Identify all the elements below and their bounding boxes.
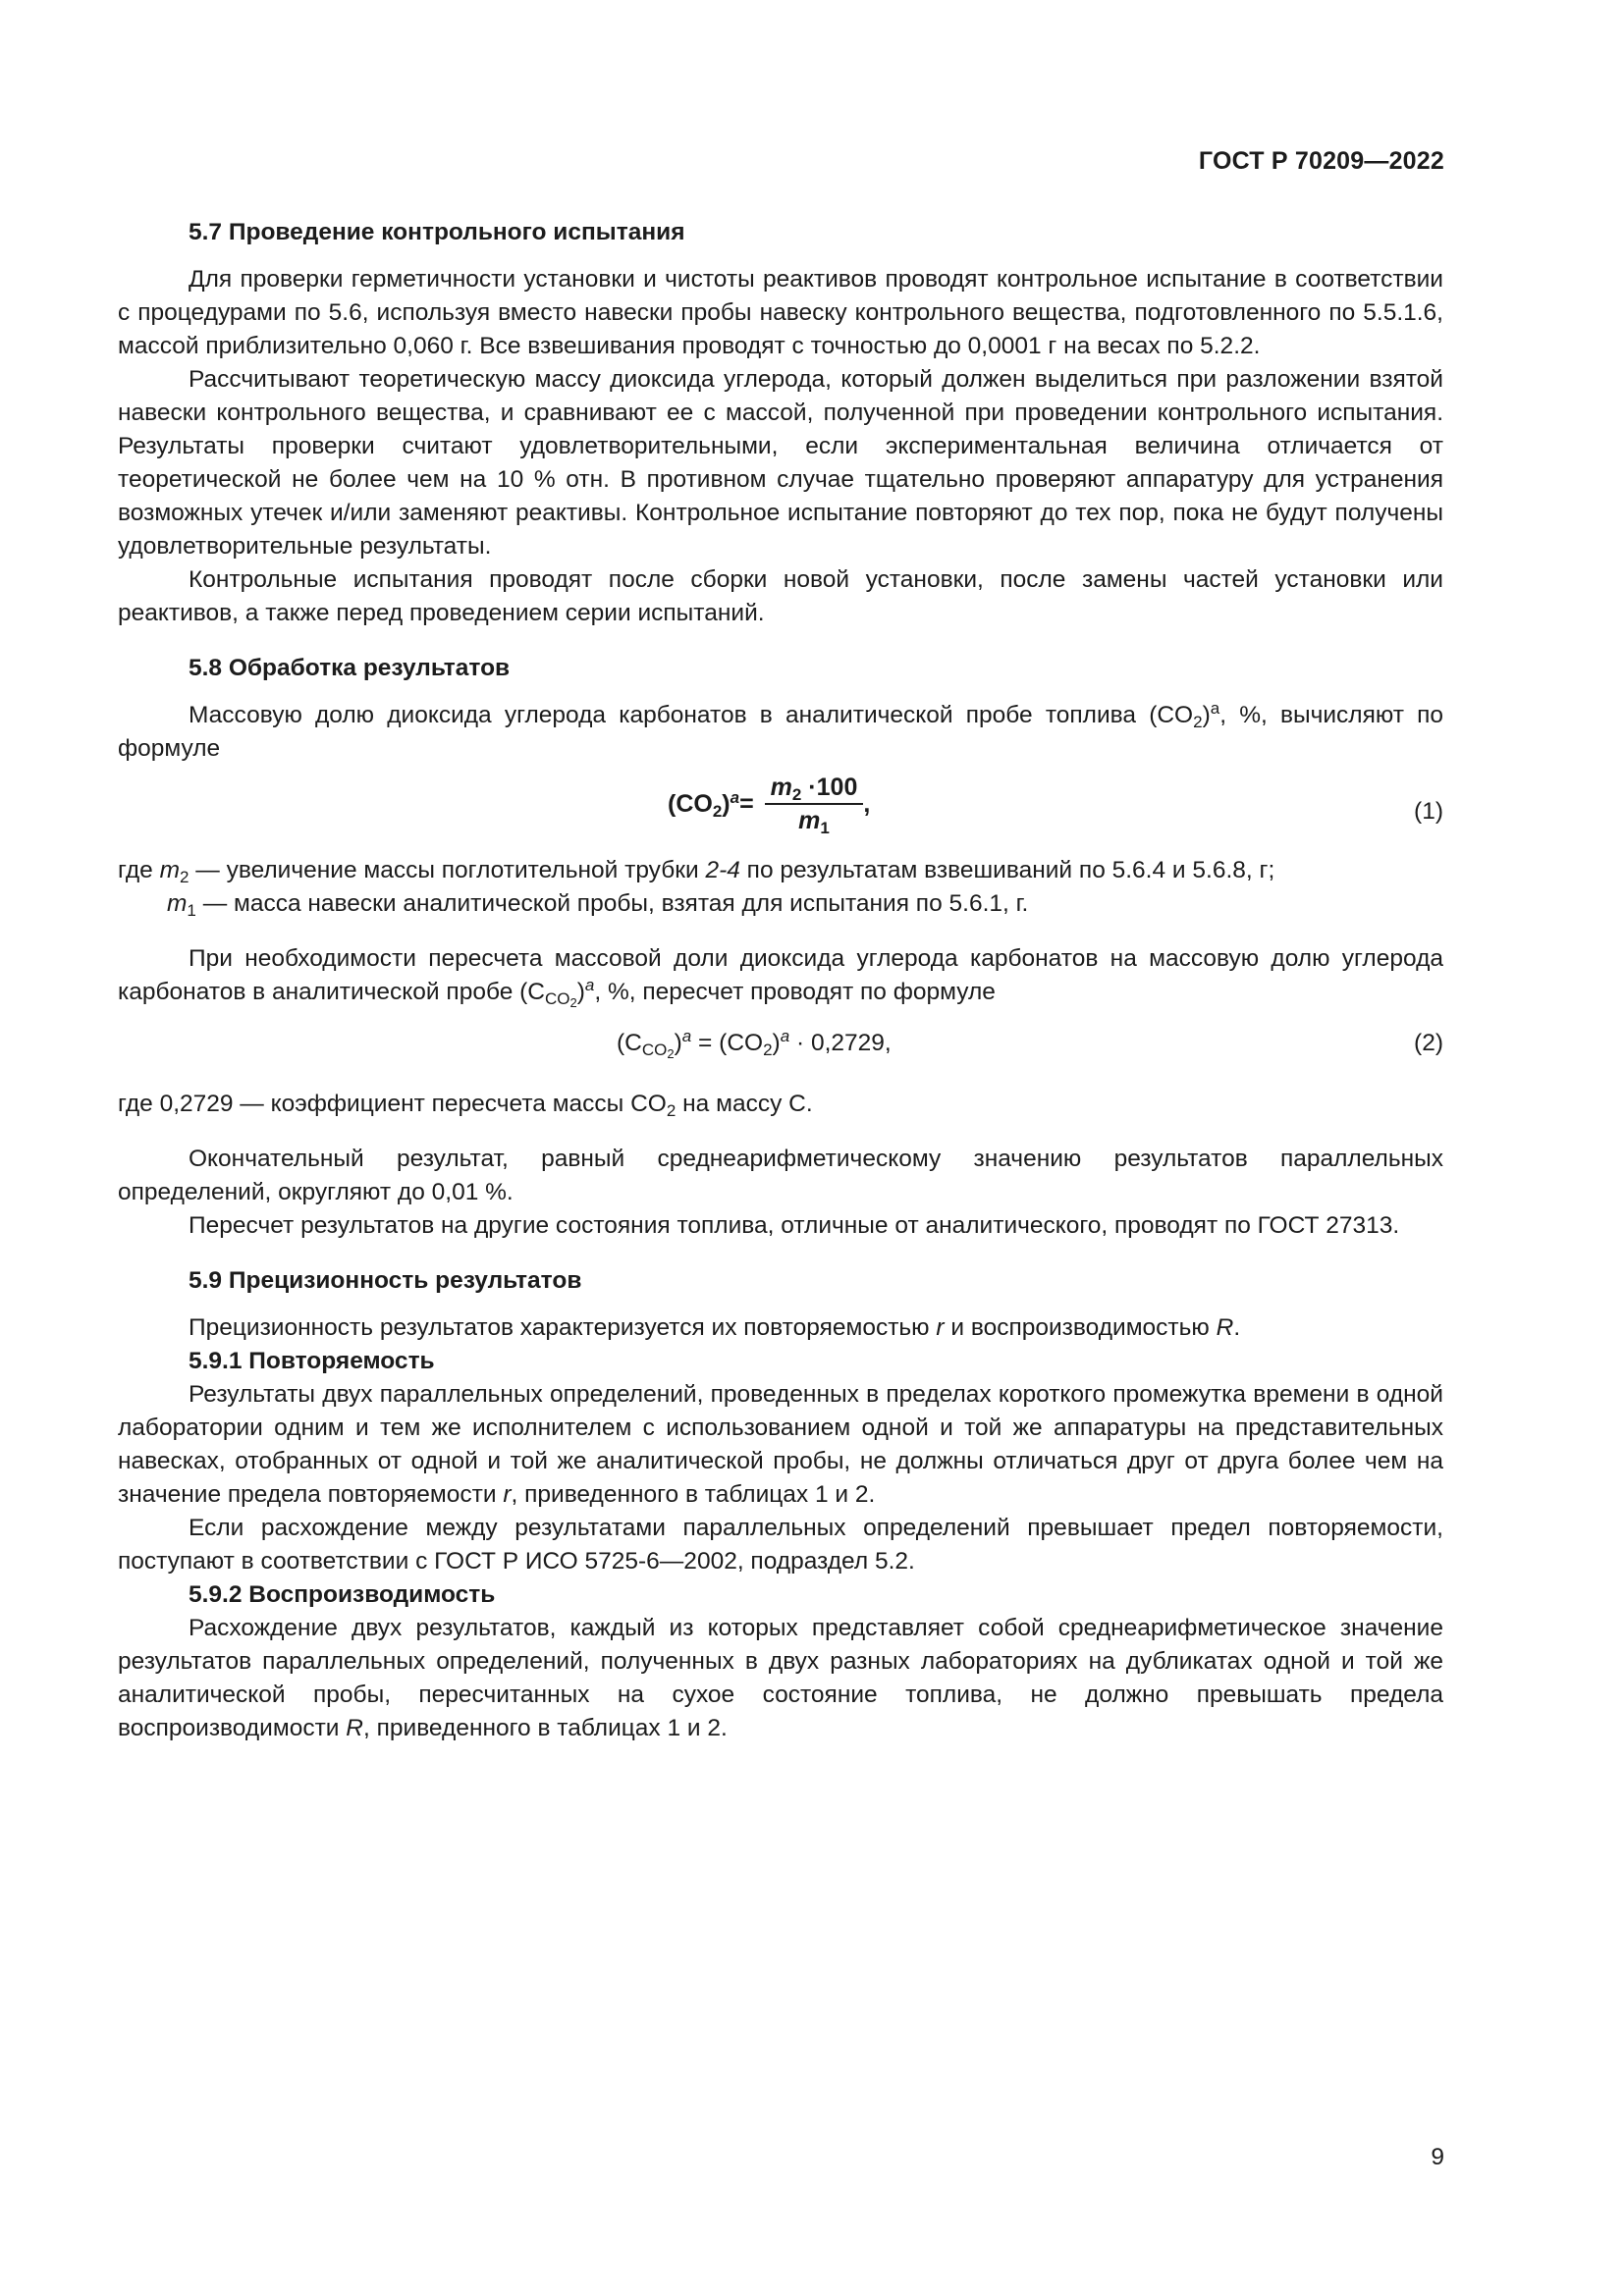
section-heading-5-8: 5.8 Обработка результатов	[189, 655, 511, 681]
paragraph: Результаты двух параллельных определений, проведенных в пределах короткого промежутка времени в одной лаборатории одним и тем же исполнителем с использованием одной и той же аппаратуры на представительных навесках, отобранных от одной и той же аналитической пробы, не должны отличаться друг от друга более чем на значение предела повторяемости r, приведенного в таблицах 1 и 2.	[118, 1381, 1443, 1508]
formula-legend: где $m_2$ — увеличение массы поглотительной трубки 2-4 по результатам взвешиваний по 5.6.4 и 5.6.8, г; $m_1$ — масса навески аналитической пробы, взятая для испытания по 5.6.1, г.	[118, 857, 1275, 920]
subsection-heading-5-9-2: 5.9.2 Воспроизводимость	[189, 1581, 496, 1608]
paragraph: Прецизионность результатов характеризуется их повторяемостью r и воспроизводимостью R.	[189, 1314, 1241, 1341]
paragraph: Рассчитывают теоретическую массу диоксида углерода, который должен выделиться при разложении взятой навески контрольного вещества, и сравнивают ее с массой, полученной при проведении контрольного испытания. Результаты проверки считают удовлетворительными, если экспериментальная величина отличается от теоретической не более чем на 10 % отн. В противном случае тщательно проверяют аппаратуру для устранения возможных утечек и/или заменяют реактивы. Контрольное испытание повторяют до тех пор, пока не будут получены удовлетворительные результаты.	[118, 366, 1443, 560]
paragraph: Расхождение двух результатов, каждый из которых представляет собой среднеарифметическое значение результатов параллельных определений, полученных в двух разных лабораториях на дубликатах одной и той же аналитической пробы, пересчитанных на сухое состояние топлива, не должно превышать предела воспроизводимости R, приведенного в таблицах 1 и 2.	[118, 1615, 1443, 1741]
formula-1-lhs: $(CO_2)^a$	[668, 788, 740, 821]
formula-2-legend: где 0,2729 — коэффициент пересчета массы $CO_2$ на массу C.	[118, 1091, 813, 1120]
formula-1: $(CO_2)^a=$ $\frac{m_2 \cdot 100}{m_1}$ , (1)	[668, 774, 1443, 837]
paragraph: Контрольные испытания проводят после сборки новой установки, после замены частей установки или реактивов, а также перед проведением серии испытаний.	[118, 566, 1443, 626]
formula-2: $(C_{CO2})^a = (CO_2)^a \cdot 0,2729$, (2)	[617, 1027, 1443, 1061]
paragraph: Если расхождение между результатами параллельных определений превышает предел повторяемости, поступают в соответствии с ГОСТ Р ИСО 5725-6—2002, подраздел 5.2.	[118, 1515, 1443, 1575]
document-code: ГОСТ Р 70209—2022	[1198, 147, 1444, 175]
section-heading-5-7: 5.7 Проведение контрольного испытания	[189, 219, 685, 245]
section-heading-5-9: 5.9 Прецизионность результатов	[189, 1267, 582, 1294]
equation-number-2: (2)	[1414, 1030, 1443, 1056]
equation-number-1: (1)	[1414, 798, 1443, 825]
paragraph: Окончательный результат, равный среднеарифметическому значению результатов параллельных определений, округляют до 0,01 %.	[118, 1146, 1443, 1205]
formula-1-fraction: $\frac{m_2 \cdot 100}{m_1}$	[765, 772, 864, 836]
paragraph: Для проверки герметичности установки и чистоты реактивов проводят контрольное испытание в соответствии с процедурами по 5.6, используя вместо навески пробы навеску контрольного вещества, подготовленного по 5.5.1.6, массой приблизительно 0,060 г. Все взвешивания проводят с точностью до 0,0001 г на весах по 5.2.2.	[118, 266, 1443, 359]
page-content	[118, 216, 1443, 1745]
paragraph: Пересчет результатов на другие состояния топлива, отличные от аналитического, проводят по ГОСТ 27313.	[189, 1212, 1400, 1239]
paragraph-formula-intro: Массовую долю диоксида углерода карбонатов в аналитической пробе топлива $(CO_2)^a$, %, вычисляют по формуле	[118, 699, 1443, 762]
paragraph-recalc-intro: При необходимости пересчета массовой доли диоксида углерода карбонатов на массовую долю углерода карбонатов в аналитической пробе $(C_{CO2})^a$, %, пересчет проводят по формуле	[118, 945, 1443, 1010]
page-number: 9	[1431, 2144, 1444, 2170]
subsection-heading-5-9-1: 5.9.1 Повторяемость	[189, 1348, 435, 1374]
